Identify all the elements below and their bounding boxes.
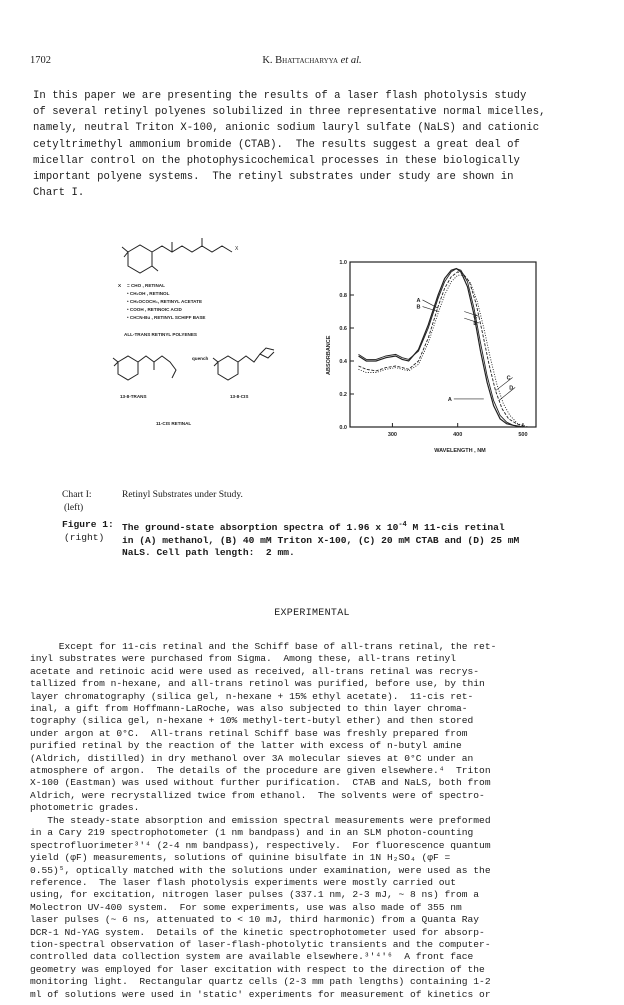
series-label-a: A (447, 396, 452, 403)
y-tick-label: 0.8 (339, 293, 347, 299)
substituent-line-5: • CH=N-Bu , RETINYL SCHIFF BASE (127, 315, 206, 320)
11-cis-isomer-structure (213, 348, 274, 380)
body-line: tography (silica gel, n-hexane + 10% methyl-tert-butyl ether) and then stored (30, 715, 474, 727)
body-line: spectrofluorimeter³'⁴ (2-4 nm bandpass), respectively. For fluorescence quantum (30, 839, 491, 851)
figure-caption-line-2: in (A) methanol, (B) 40 mM Triton X-100, (C) 20 mM CTAB and (D) 25 mM (122, 534, 520, 546)
intro-line: Chart I. (33, 187, 85, 200)
body-line: ml of solutions were used in 'static' experiments for measurement of kinetics or (30, 988, 491, 1000)
section-heading-experimental: EXPERIMENTAL (274, 608, 350, 619)
series-label-c: C (473, 314, 478, 321)
experimental-paragraph-2 (30, 815, 491, 1001)
cis-label-left: 13-8-TRANS (120, 394, 147, 399)
spectrum-line-b (359, 269, 523, 427)
polyene-series-label: ALL-TRANS RETINYL POLYENES (124, 332, 197, 337)
x-tick-label: 300 (387, 432, 398, 438)
x-axis-ticks (388, 423, 528, 438)
intro-line: cetyltrimethyl ammonium bromide (CTAB). The results suggest a great deal of (33, 138, 520, 151)
body-line: laser pulses (~ 6 ns, attenuated to < 10 mJ, third harmonic) from a Quanta Ray (30, 914, 480, 926)
y-axis-label: ABSORBANCE (326, 335, 332, 375)
intro-line: important polyene systems. The retinyl substrates under study are shown in (33, 171, 514, 184)
body-line: in a Cary 219 spectrophotometer (1 nm bandpass) and in an SLM photon-counting (30, 827, 474, 839)
body-line: controlled data collection system are available elsewhere.³'⁴'⁶ A front face (30, 951, 474, 963)
running-head (0, 55, 624, 66)
intro-line: of several retinyl polyenes solubilized in three representative normal micelles, (33, 106, 546, 119)
spectrum-line-d (359, 275, 529, 427)
body-line: (Aldrich, distilled) in dry methanol over 3A molecular sieves at 0°C under an (30, 752, 474, 764)
figure-1-caption-label: Figure 1: (62, 519, 114, 530)
x-tick-label: 500 (518, 432, 528, 438)
body-line: inyl substrates were purchased from Sigma. Among these, all-trans retinyl (30, 653, 457, 665)
spectra-lines (359, 269, 529, 427)
body-line: using, for excitation, nitrogen laser pulses (337.1 nm, 2-3 mJ, ~ 8 ns) from a (30, 889, 480, 901)
substituent-line-4: • COOH , RETINOIC ACID (127, 307, 182, 312)
running-head-et-al: et al. (340, 55, 362, 66)
body-line: photometric grades. (30, 802, 140, 814)
series-label-a: A (416, 297, 421, 304)
series-label-c: C (506, 375, 511, 382)
x-tick-label: 400 (453, 432, 463, 438)
spectrum-line-c (359, 272, 527, 427)
intro-paragraph (33, 88, 546, 201)
chart-i-caption-position: (left) (64, 502, 84, 513)
substituent-line-3: • CH₂OCOCH₃, RETINYL ACETATE (127, 299, 203, 304)
y-tick-label: 0.4 (339, 359, 347, 365)
y-tick-label: 1.0 (339, 260, 347, 266)
running-head-authors: K. Bhattacharyya (262, 55, 339, 66)
page-number: 1702 (30, 55, 51, 66)
y-tick-label: 0.2 (339, 392, 347, 398)
intro-line: micellar control on the photophysicochemical processes in these biologically (33, 154, 520, 167)
intro-line: In this paper we are presenting the results of a laser flash photolysis study (33, 90, 527, 102)
all-trans-polyene-structure (122, 238, 232, 273)
figure-1-chart (318, 250, 548, 465)
figure-1-caption-position: (right) (64, 532, 105, 543)
chart-i-caption-text: Retinyl Substrates under Study. (122, 489, 243, 500)
13-cis-isomer-structure (113, 356, 176, 380)
body-line: acetate and retinoic acid were used as received, all-trans retinal was recrys- (30, 665, 480, 677)
body-line: The steady-state absorption and emission spectral measurements were preformed (30, 815, 491, 826)
body-line: yield (φF) measurements, solutions of quinine bisulfate in 1N H₂SO₄ (φF = (30, 852, 451, 864)
y-axis-ticks (339, 260, 354, 431)
body-line: Except for 11-cis retinal and the Schiff base of all-trans retinal, the ret- (30, 641, 497, 652)
substituent-line-1: = CHO , RETINAL (127, 283, 165, 288)
body-line: Molectron UV-400 system. For some experiments, use was also made of 355 nm (30, 901, 462, 913)
intro-line: namely, neutral Triton X-100, anionic sodium lauryl sulfate (NaLS) and cationic (33, 122, 540, 135)
chart-i-caption-label: Chart I: (62, 489, 92, 500)
body-line: inal, a gift from Hoffmann-LaRoche, was also subjected to thin layer chroma- (30, 703, 468, 715)
substituent-x-label: X (118, 283, 122, 288)
figure-caption-line-3: NaLS. Cell path length: 2 mm. (122, 547, 295, 558)
series-label-d: D (509, 385, 514, 392)
y-tick-label: 0.6 (339, 326, 347, 332)
body-line: DCR-1 Nd-YAG system. Details of the kinetic spectrophotometer used for absorp- (30, 926, 485, 938)
chart-i-structures (110, 238, 310, 438)
body-line: layer chromatography (silica gel, n-hexane + 15% ethyl acetate). 11-cis ret- (30, 690, 474, 702)
cis-label-right: 13-8-CIS (230, 394, 249, 399)
body-line: under argon at 0°C. All-trans retinal Schiff base was freshly prepared from (30, 727, 468, 739)
experimental-paragraph-1 (30, 641, 496, 815)
x-axis-label: WAVELENGTH , NM (434, 448, 486, 454)
body-line: monitoring light. Rectangular quartz cells (2-3 mm path lengths) containing 1-2 (30, 976, 491, 988)
y-tick-label: 0.0 (339, 425, 347, 431)
body-line: reference. The laser flash photolysis experiments were mostly carried out (30, 877, 457, 889)
body-line: tion-spectral observation of laser-flash-photolytic transients and the computer- (30, 939, 491, 951)
figure-caption-line-1: The ground-state absorption spectra of 1.96 x 10 (122, 522, 399, 534)
chart-i-x-label: X (235, 246, 239, 252)
series-label-d: D (473, 321, 478, 328)
body-line: 0.55)⁵, optically matched with the solutions under examination, were used as the (30, 864, 491, 876)
body-line: tallized from n-hexane, and all-trans retinol was purified, before use, by thin (30, 678, 485, 690)
figure-caption-line-1-tail: M 11-cis retinal (406, 522, 505, 534)
substituent-line-2: • CH₂OH , RETINOL (127, 291, 170, 296)
body-line: atmosphere of argon. The details of the procedure are given elsewhere.⁴ Triton (30, 765, 491, 777)
series-label-b: B (416, 304, 421, 311)
cis-label-bottom: 11-CIS RETINAL (156, 421, 192, 426)
body-line: purified retinal by the reaction of the latter with excess of n-butyl amine (30, 740, 462, 752)
figure-1-caption-text (122, 519, 519, 559)
figure-caption-exponent: -4 (398, 521, 407, 529)
body-line: X-100 (Eastman) was used without further purification. CTAB and NaLS, both from (30, 777, 491, 789)
body-line: geometry was employed for laser excitation with respect to the direction of the (30, 963, 485, 975)
isomer-arrow-label: quench (192, 356, 209, 361)
body-line: Aldrich, were recrystallized twice from ethanol. The solvents were of spectro- (30, 789, 485, 801)
